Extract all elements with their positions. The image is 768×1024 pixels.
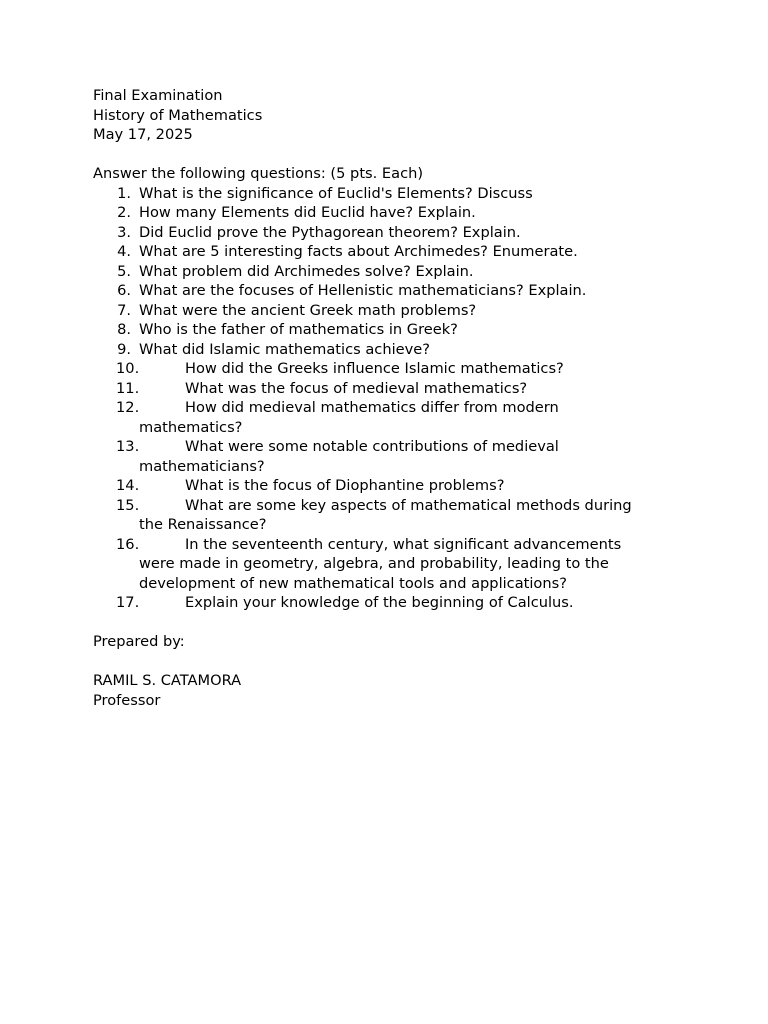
instructions: Answer the following questions: (5 pts. Each)	[93, 165, 424, 182]
question-item	[93, 496, 693, 535]
question-text-continued: the Renaissance?	[139, 516, 267, 533]
question-number: 9.	[117, 340, 131, 358]
question-text: What did Islamic mathematics achieve?	[139, 340, 430, 358]
question-number: 10.	[116, 360, 140, 377]
question-item	[93, 535, 693, 594]
question-item	[93, 340, 693, 360]
question-item	[93, 437, 693, 476]
question-text: What is the focus of Diophantine problems?	[185, 477, 505, 494]
exam-date: May 17, 2025	[93, 126, 193, 143]
question-number: 7.	[117, 301, 131, 319]
question-number: 1.	[117, 184, 131, 202]
question-number: 16.	[116, 535, 140, 553]
document-page	[93, 86, 693, 710]
question-item	[93, 203, 693, 223]
signatory-title: Professor	[93, 691, 161, 709]
course-title: History of Mathematics	[93, 106, 263, 124]
question-text: In the seventeenth century, what significant advancements	[185, 535, 622, 553]
question-text: What are 5 interesting facts about Archimedes? Enumerate.	[139, 243, 578, 260]
question-text: What are the focuses of Hellenistic mathematicians? Explain.	[139, 282, 587, 299]
question-text-continued: development of new mathematical tools and applications?	[139, 574, 567, 592]
question-text: What was the focus of medieval mathematics?	[185, 379, 528, 397]
question-text: What were the ancient Greek math problems?	[139, 301, 477, 319]
question-number: 14.	[116, 477, 140, 494]
question-text: What problem did Archimedes solve? Explain.	[139, 262, 474, 280]
question-item	[93, 593, 693, 613]
question-text: How many Elements did Euclid have? Explain.	[139, 204, 476, 221]
question-number: 11.	[116, 379, 140, 397]
question-number: 17.	[116, 594, 140, 611]
question-text: Did Euclid prove the Pythagorean theorem? Explain.	[139, 223, 521, 241]
question-text-continued: mathematics?	[139, 418, 243, 436]
question-item	[93, 320, 693, 340]
question-text: How did medieval mathematics differ from modern	[185, 399, 559, 416]
signatory-name: RAMIL S. CATAMORA	[93, 672, 242, 689]
question-item	[93, 184, 693, 204]
question-item	[93, 379, 693, 399]
question-number: 6.	[117, 282, 131, 299]
question-text: Explain your knowledge of the beginning of Calculus.	[185, 594, 574, 611]
question-list	[93, 184, 693, 613]
spacer	[93, 652, 693, 672]
question-item	[93, 262, 693, 282]
question-text: Who is the father of mathematics in Greek?	[139, 321, 458, 338]
question-text: What are some key aspects of mathematical methods during	[185, 496, 632, 514]
spacer	[93, 145, 693, 165]
question-number: 3.	[117, 223, 131, 241]
question-number: 12.	[116, 399, 140, 416]
question-text: What is the significance of Euclid's Elements? Discuss	[139, 184, 533, 202]
question-number: 13.	[116, 438, 140, 455]
question-item	[93, 281, 693, 301]
question-text: What were some notable contributions of medieval	[185, 438, 559, 455]
exam-title: Final Examination	[93, 87, 223, 104]
question-item	[93, 398, 693, 437]
question-number: 2.	[117, 204, 131, 221]
question-item	[93, 359, 693, 379]
question-text-continued: were made in geometry, algebra, and probability, leading to the	[139, 555, 609, 572]
question-number: 8.	[117, 321, 131, 338]
question-number: 5.	[117, 262, 131, 280]
question-text-continued: mathematicians?	[139, 457, 265, 475]
prepared-by-label: Prepared by:	[93, 633, 185, 650]
question-number: 4.	[117, 243, 131, 260]
question-item	[93, 242, 693, 262]
question-item	[93, 301, 693, 321]
question-text: How did the Greeks influence Islamic mathematics?	[185, 360, 564, 377]
spacer	[93, 613, 693, 633]
question-item	[93, 223, 693, 243]
question-item	[93, 476, 693, 496]
question-number: 15.	[116, 496, 140, 514]
